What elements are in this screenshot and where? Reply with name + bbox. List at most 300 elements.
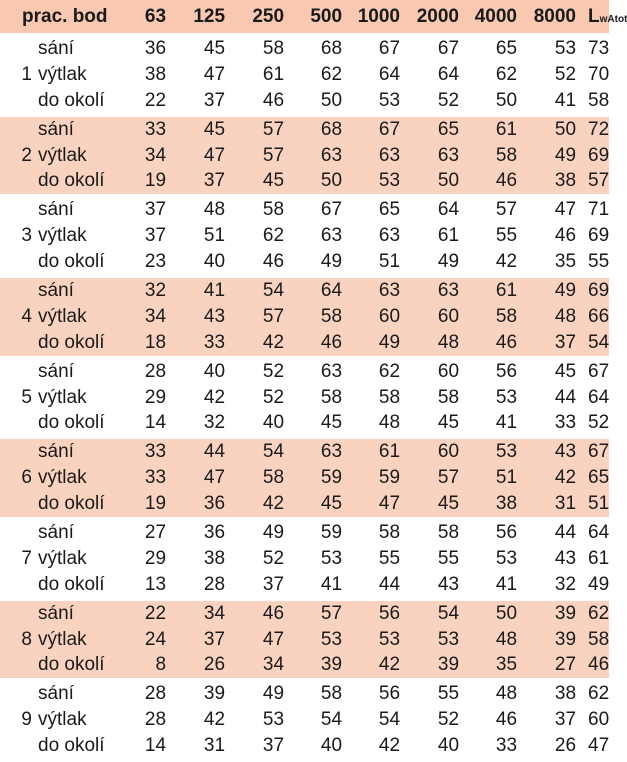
band-level-cell: 37 [144,199,167,221]
total-level-cell: 71 [588,199,610,221]
band-level-cell: 35 [529,249,588,278]
band-level-cell: 50 [296,168,354,197]
point-number [0,197,36,223]
band-level-cell: 39 [529,627,588,653]
band-level-cell: 62 [262,225,285,247]
band-level-cell: 55 [495,225,518,247]
band-level-cell: 63 [412,143,471,169]
table-row [0,62,609,88]
point-number: 8 [0,627,36,653]
band-level-cell: 8 [118,652,178,681]
band-level-cell: 58 [471,304,529,330]
table-row [0,36,609,62]
band-level-cell: 58 [237,465,296,491]
point-number: 5 [21,386,32,408]
band-level-cell: 49 [262,683,285,705]
band-level-cell: 46 [471,168,529,197]
band-level-cell: 38 [529,168,588,197]
total-level-cell: 46 [588,652,609,681]
band-level-cell: 40 [178,249,237,278]
band-level-cell: 67 [437,37,460,59]
band-level-cell: 47 [237,627,296,653]
band-level-cell: 48 [471,627,529,653]
band-level-cell: 63 [320,360,343,382]
band-level-cell: 48 [203,199,226,221]
point-number [0,117,36,143]
band-level-cell: 45 [296,410,354,439]
total-level-cell: 70 [588,63,610,85]
total-level-cell: 62 [588,683,610,705]
table-row [0,546,609,572]
band-level-cell: 34 [237,652,296,681]
band-level-cell: 63 [320,225,343,247]
band-level-cell: 68 [296,117,354,143]
band-level-cell: 32 [178,410,237,439]
band-level-cell: 58 [262,199,285,221]
total-level-cell: 55 [588,249,609,278]
band-level-cell: 58 [262,37,285,59]
table-row [0,330,609,359]
band-level-cell: 50 [471,88,529,117]
band-level-cell: 46 [237,88,296,117]
point-number [0,278,36,304]
band-level-cell: 44 [178,439,237,465]
band-level-cell: 64 [378,63,401,85]
total-level-cell: 61 [588,547,610,569]
band-level-cell: 32 [118,278,178,304]
header-total-subscript: wAtot [599,13,627,25]
band-level-cell: 44 [354,572,412,601]
point-number: 7 [21,547,32,569]
point-number [0,330,36,359]
band-level-cell: 33 [118,439,178,465]
point-number [0,36,36,62]
band-level-cell: 58 [437,386,460,408]
band-level-cell: 40 [203,360,226,382]
point-number [0,601,36,627]
band-level-cell: 61 [354,439,412,465]
header-freq-8000: 8000 [529,0,588,36]
header-point-label: prac. bod [0,0,118,36]
band-level-cell: 40 [237,410,296,439]
measurement-label: do okolí [36,733,118,762]
band-level-cell: 39 [296,652,354,681]
band-level-cell: 54 [412,601,471,627]
measurement-label: sání [38,199,74,221]
total-level-cell: 47 [588,733,609,762]
band-level-cell: 34 [178,601,237,627]
band-level-cell: 28 [144,683,167,705]
measurement-label: sání [38,683,74,705]
band-level-cell: 26 [529,733,588,762]
band-level-cell: 67 [354,117,412,143]
band-level-cell: 31 [529,491,588,520]
band-level-cell: 43 [529,439,588,465]
band-level-cell: 58 [320,683,343,705]
header-freq-63: 63 [118,0,178,36]
band-level-cell: 38 [471,491,529,520]
band-level-cell: 63 [354,278,412,304]
measurement-label: do okolí [36,410,118,439]
band-level-cell: 65 [412,117,471,143]
band-level-cell: 22 [118,601,178,627]
band-level-cell: 34 [118,143,178,169]
band-level-cell: 53 [354,627,412,653]
band-level-cell: 38 [554,683,577,705]
band-level-cell: 52 [262,386,285,408]
band-level-cell: 51 [471,465,529,491]
band-level-cell: 67 [378,37,401,59]
point-number: 3 [21,225,32,247]
band-level-cell: 63 [354,143,412,169]
total-level-cell: 49 [588,572,609,601]
point-number [0,359,36,385]
band-level-cell: 42 [471,249,529,278]
total-level-cell: 58 [588,627,609,653]
total-level-cell: 67 [588,360,610,382]
band-level-cell: 54 [378,709,401,731]
band-level-cell: 36 [178,491,237,520]
band-level-cell: 40 [296,733,354,762]
band-level-cell: 68 [320,37,343,59]
header-total-level [588,0,627,36]
band-level-cell: 57 [412,465,471,491]
band-level-cell: 53 [262,709,285,731]
header-freq-2000: 2000 [412,0,471,36]
band-level-cell: 63 [412,278,471,304]
band-level-cell: 54 [237,278,296,304]
band-level-cell: 46 [471,330,529,359]
band-level-cell: 45 [412,491,471,520]
band-level-cell: 50 [471,601,529,627]
band-level-cell: 48 [354,410,412,439]
band-level-cell: 48 [412,330,471,359]
band-level-cell: 39 [203,683,226,705]
point-number: 4 [0,304,36,330]
band-level-cell: 37 [237,733,296,762]
header-freq-250: 250 [237,0,296,36]
point-number [0,168,36,197]
header-freq-500: 500 [296,0,354,36]
table-row [0,627,609,653]
band-level-cell: 31 [178,733,237,762]
band-level-cell: 54 [237,439,296,465]
band-level-cell: 14 [118,733,178,762]
band-level-cell: 56 [495,521,518,543]
band-level-cell: 43 [412,572,471,601]
band-level-cell: 28 [144,360,167,382]
table-row [0,359,609,385]
band-level-cell: 24 [118,627,178,653]
band-level-cell: 64 [437,199,460,221]
band-level-cell: 58 [378,386,401,408]
total-level-cell: 58 [588,88,609,117]
band-level-cell: 57 [495,199,518,221]
measurement-label: do okolí [36,491,118,520]
measurement-label: sání [38,37,74,59]
total-level-cell: 64 [588,386,610,408]
band-level-cell: 58 [320,386,343,408]
band-level-cell: 61 [262,63,285,85]
band-level-cell: 19 [118,168,178,197]
total-level-cell: 69 [588,278,609,304]
point-number [0,572,36,601]
band-level-cell: 59 [354,465,412,491]
measurement-label: sání [36,439,118,465]
band-level-cell: 53 [354,168,412,197]
band-level-cell: 52 [437,709,460,731]
band-level-cell: 29 [144,386,167,408]
band-level-cell: 26 [178,652,237,681]
band-level-cell: 53 [354,88,412,117]
band-level-cell: 35 [471,652,529,681]
band-level-cell: 61 [437,225,460,247]
total-level-cell: 62 [588,601,609,627]
band-level-cell: 44 [554,386,577,408]
table-row [0,601,609,627]
total-level-cell: 54 [588,330,609,359]
band-level-cell: 54 [320,709,343,731]
band-level-cell: 60 [412,304,471,330]
band-level-cell: 55 [437,547,460,569]
total-level-cell: 72 [588,117,609,143]
band-level-cell: 58 [296,304,354,330]
band-level-cell: 53 [471,439,529,465]
band-level-cell: 65 [378,199,401,221]
table-row [0,143,609,169]
band-level-cell: 42 [237,330,296,359]
band-level-cell: 52 [262,547,285,569]
band-level-cell: 45 [412,410,471,439]
band-level-cell: 52 [554,63,577,85]
measurement-label: do okolí [36,249,118,278]
table-row [0,707,609,733]
header-row [0,0,609,36]
band-level-cell: 47 [178,143,237,169]
band-level-cell: 42 [354,733,412,762]
band-level-cell: 43 [178,304,237,330]
measurement-label: výtlak [38,225,87,247]
table-row [0,652,609,681]
band-level-cell: 23 [118,249,178,278]
band-level-cell: 47 [203,63,226,85]
header-freq-1000: 1000 [354,0,412,36]
band-level-cell: 49 [354,330,412,359]
band-level-cell: 53 [320,547,343,569]
table-row [0,410,609,439]
band-level-cell: 45 [296,491,354,520]
band-level-cell: 42 [237,491,296,520]
band-level-cell: 56 [495,360,518,382]
band-level-cell: 47 [178,465,237,491]
band-level-cell: 32 [529,572,588,601]
table-row [0,681,609,707]
total-level-cell: 73 [588,37,610,59]
band-level-cell: 62 [495,63,518,85]
measurement-label: výtlak [38,709,87,731]
band-level-cell: 57 [237,143,296,169]
band-level-cell: 49 [412,249,471,278]
band-level-cell: 50 [529,117,588,143]
band-level-cell: 28 [144,709,167,731]
band-level-cell: 62 [378,360,401,382]
band-level-cell: 37 [237,572,296,601]
band-level-cell: 53 [296,627,354,653]
point-number [0,249,36,278]
measurement-label: do okolí [36,330,118,359]
table-row [0,197,609,223]
band-level-cell: 58 [378,521,401,543]
header-freq-4000: 4000 [471,0,529,36]
point-number [0,733,36,762]
table-row [0,439,609,465]
measurement-label: sání [38,521,74,543]
band-level-cell: 46 [237,249,296,278]
band-level-cell: 47 [554,199,577,221]
band-level-cell: 59 [320,521,343,543]
band-level-cell: 58 [437,521,460,543]
band-level-cell: 47 [354,491,412,520]
band-level-cell: 45 [554,360,577,382]
point-number [0,410,36,439]
band-level-cell: 37 [554,709,577,731]
table-row [0,385,609,411]
band-level-cell: 46 [554,225,577,247]
band-level-cell: 42 [354,652,412,681]
band-level-cell: 39 [529,601,588,627]
measurement-label: výtlak [36,143,118,169]
band-level-cell: 38 [203,547,226,569]
point-number [0,439,36,465]
table-row [0,249,609,278]
band-level-cell: 37 [178,627,237,653]
band-level-cell: 41 [471,410,529,439]
band-level-cell: 53 [554,37,577,59]
band-level-cell: 51 [203,225,226,247]
table-row [0,278,609,304]
band-level-cell: 57 [237,117,296,143]
band-level-cell: 61 [471,278,529,304]
band-level-cell: 37 [178,168,237,197]
band-level-cell: 18 [118,330,178,359]
band-level-cell: 56 [378,683,401,705]
band-level-cell: 46 [296,330,354,359]
table-row [0,117,609,143]
band-level-cell: 19 [118,491,178,520]
measurement-label: výtlak [36,627,118,653]
measurement-label: do okolí [36,572,118,601]
band-level-cell: 33 [471,733,529,762]
total-level-cell: 65 [588,465,609,491]
band-level-cell: 55 [437,683,460,705]
band-level-cell: 43 [554,547,577,569]
band-level-cell: 60 [354,304,412,330]
band-level-cell: 57 [237,304,296,330]
band-level-cell: 41 [296,572,354,601]
point-number [0,491,36,520]
band-level-cell: 40 [412,733,471,762]
measurement-label: do okolí [36,652,118,681]
point-number [0,681,36,707]
band-level-cell: 41 [178,278,237,304]
band-level-cell: 67 [320,199,343,221]
table-row [0,491,609,520]
band-level-cell: 33 [529,410,588,439]
total-level-cell: 67 [588,439,609,465]
band-level-cell: 37 [178,88,237,117]
table-row [0,88,609,117]
band-level-cell: 13 [118,572,178,601]
total-level-cell: 57 [588,168,609,197]
band-level-cell: 42 [203,709,226,731]
header-freq-125: 125 [178,0,237,36]
band-level-cell: 63 [296,143,354,169]
band-level-cell: 60 [412,439,471,465]
table-row [0,304,609,330]
band-level-cell: 29 [144,547,167,569]
table-row [0,572,609,601]
point-number: 1 [21,63,32,85]
measurement-label: sání [36,601,118,627]
band-level-cell: 58 [471,143,529,169]
total-level-cell: 51 [588,491,609,520]
point-number [0,520,36,546]
band-level-cell: 27 [529,652,588,681]
band-level-cell: 44 [554,521,577,543]
point-number: 9 [21,709,32,731]
band-level-cell: 14 [118,410,178,439]
band-level-cell: 41 [471,572,529,601]
band-level-cell: 39 [412,652,471,681]
total-level-cell: 69 [588,225,610,247]
band-level-cell: 64 [296,278,354,304]
band-level-cell: 27 [144,521,167,543]
band-level-cell: 60 [437,360,460,382]
band-level-cell: 53 [495,547,518,569]
band-level-cell: 65 [495,37,518,59]
band-level-cell: 46 [237,601,296,627]
band-level-cell: 57 [296,601,354,627]
measurement-label: sání [36,278,118,304]
band-level-cell: 55 [378,547,401,569]
band-level-cell: 42 [203,386,226,408]
measurement-label: výtlak [38,63,87,85]
table-row [0,520,609,546]
measurement-label: do okolí [36,88,118,117]
measurement-label: výtlak [38,386,87,408]
band-level-cell: 49 [296,249,354,278]
table-row [0,733,609,762]
band-level-cell: 56 [354,601,412,627]
band-level-cell: 53 [495,386,518,408]
table-row [0,465,609,491]
band-level-cell: 59 [296,465,354,491]
measurement-label: výtlak [36,304,118,330]
total-level-cell: 66 [588,304,609,330]
band-level-cell: 33 [118,117,178,143]
band-level-cell: 33 [118,465,178,491]
band-level-cell: 42 [529,465,588,491]
band-level-cell: 46 [495,709,518,731]
total-level-cell: 69 [588,143,609,169]
table-row [0,223,609,249]
band-level-cell: 41 [529,88,588,117]
total-level-cell: 60 [588,709,610,731]
measurement-label: výtlak [36,465,118,491]
band-level-cell: 37 [529,330,588,359]
band-level-cell: 64 [437,63,460,85]
band-level-cell: 49 [529,278,588,304]
